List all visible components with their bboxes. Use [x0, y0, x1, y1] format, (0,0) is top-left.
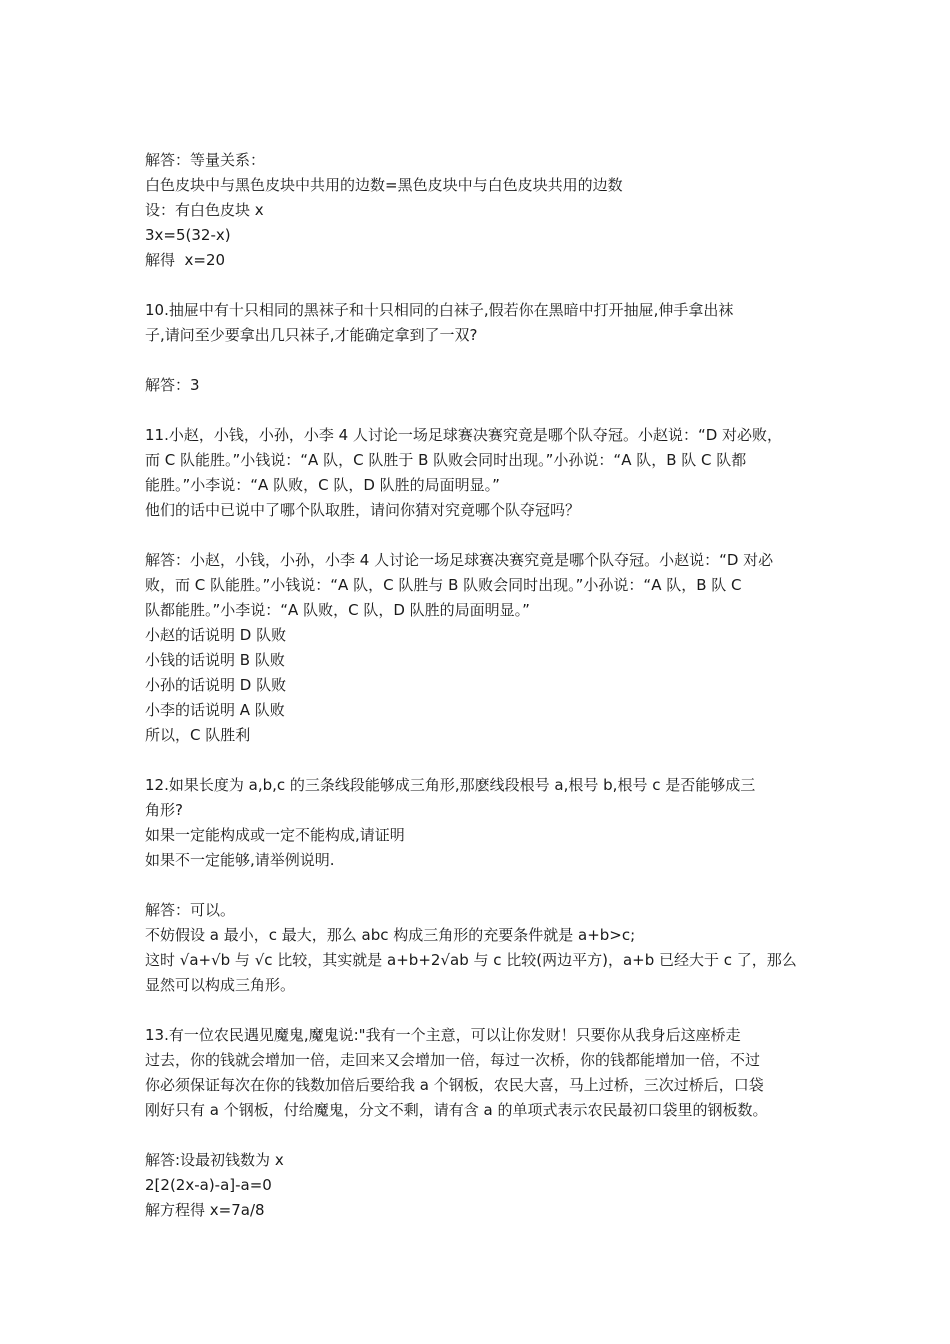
- text-line: 队都能胜。”小李说：“A 队败，C 队，D 队胜的局面明显。”: [145, 601, 530, 619]
- text-line: 2[2(2x-a)-a]-a=0: [145, 1176, 272, 1194]
- text-line: 如果一定能构成或一定不能构成,请证明: [145, 826, 405, 844]
- text-line: 能胜。”小李说：“A 队败，C 队，D 队胜的局面明显。”: [145, 476, 500, 494]
- text-line: 这时 √a+√b 与 √c 比较，其实就是 a+b+2√ab 与 c 比较(两边平方)，a+b 已经大于 c 了，那么: [145, 951, 797, 969]
- text-line: 解答:设最初钱数为 x: [145, 1151, 284, 1169]
- text-line: 解答：等量关系：: [145, 151, 266, 169]
- text-line: 刚好只有 a 个钢板，付给魔鬼，分文不剩，请有含 a 的单项式表示农民最初口袋里的钢板数。: [145, 1101, 768, 1119]
- question-11: [145, 423, 817, 523]
- text-line: 子,请问至少要拿出几只袜子,才能确定拿到了一双?: [145, 326, 478, 344]
- text-line: 设：有白色皮块 x: [145, 201, 264, 219]
- answer-10: [145, 373, 817, 398]
- question-12: [145, 773, 817, 873]
- text-line: 解答：3: [145, 376, 200, 394]
- document-page: [145, 148, 817, 1248]
- text-line: 不妨假设 a 最小，c 最大，那么 abc 构成三角形的充要条件就是 a+b>c;: [145, 926, 636, 944]
- text-line: 所以，C 队胜利: [145, 726, 251, 744]
- text-line: 10.抽屉中有十只相同的黑袜子和十只相同的白袜子,假若你在黑暗中打开抽屉,伸手拿出袜: [145, 301, 734, 319]
- text-line: 小赵的话说明 D 队败: [145, 626, 287, 644]
- text-line: 如果不一定能够,请举例说明.: [145, 851, 335, 869]
- answer-11: [145, 548, 817, 748]
- text-line: 解答：小赵，小钱，小孙，小李 4 人讨论一场足球赛决赛究竟是哪个队夺冠。小赵说：“D 对必: [145, 551, 774, 569]
- text-line: 而 C 队能胜。”小钱说：“A 队，C 队胜于 B 队败会同时出现。”小孙说：“A 队，B 队 C 队都: [145, 451, 747, 469]
- text-line: 12.如果长度为 a,b,c 的三条线段能够成三角形,那麽线段根号 a,根号 b,根号 c 是否能够成三: [145, 776, 756, 794]
- text-line: 3x=5(32-x): [145, 226, 231, 244]
- text-line: 他们的话中已说中了哪个队取胜，请问你猜对究竟哪个队夺冠吗？: [145, 501, 581, 519]
- text-line: 解方程得 x=7a/8: [145, 1201, 265, 1219]
- text-line: 你必须保证每次在你的钱数加倍后要给我 a 个钢板，农民大喜，马上过桥，三次过桥后，口袋: [145, 1076, 764, 1094]
- text-line: 小孙的话说明 D 队败: [145, 676, 287, 694]
- text-line: 过去，你的钱就会增加一倍，走回来又会增加一倍，每过一次桥，你的钱都能增加一倍，不过: [145, 1051, 761, 1069]
- answer-13: [145, 1148, 817, 1223]
- text-line: 显然可以构成三角形。: [145, 976, 296, 994]
- text-line: 11.小赵，小钱，小孙，小李 4 人讨论一场足球赛决赛究竟是哪个队夺冠。小赵说：“D 对必败，: [145, 426, 783, 444]
- text-line: 13.有一位农民遇见魔鬼,魔鬼说:"我有一个主意，可以让你发财！只要你从我身后这座桥走: [145, 1026, 741, 1044]
- text-line: 解得 x=20: [145, 251, 226, 269]
- answer-9: [145, 148, 817, 273]
- question-13: [145, 1023, 817, 1123]
- text-line: 解答：可以。: [145, 901, 236, 919]
- text-line: 小钱的话说明 B 队败: [145, 651, 285, 669]
- answer-12: [145, 898, 817, 998]
- text-line: 小李的话说明 A 队败: [145, 701, 285, 719]
- text-line: 败，而 C 队能胜。”小钱说：“A 队，C 队胜与 B 队败会同时出现。”小孙说：“A 队，B 队 C: [145, 576, 742, 594]
- text-line: 白色皮块中与黑色皮块中共用的边数=黑色皮块中与白色皮块共用的边数: [145, 176, 623, 194]
- text-line: 角形?: [145, 801, 183, 819]
- question-10: [145, 298, 817, 348]
